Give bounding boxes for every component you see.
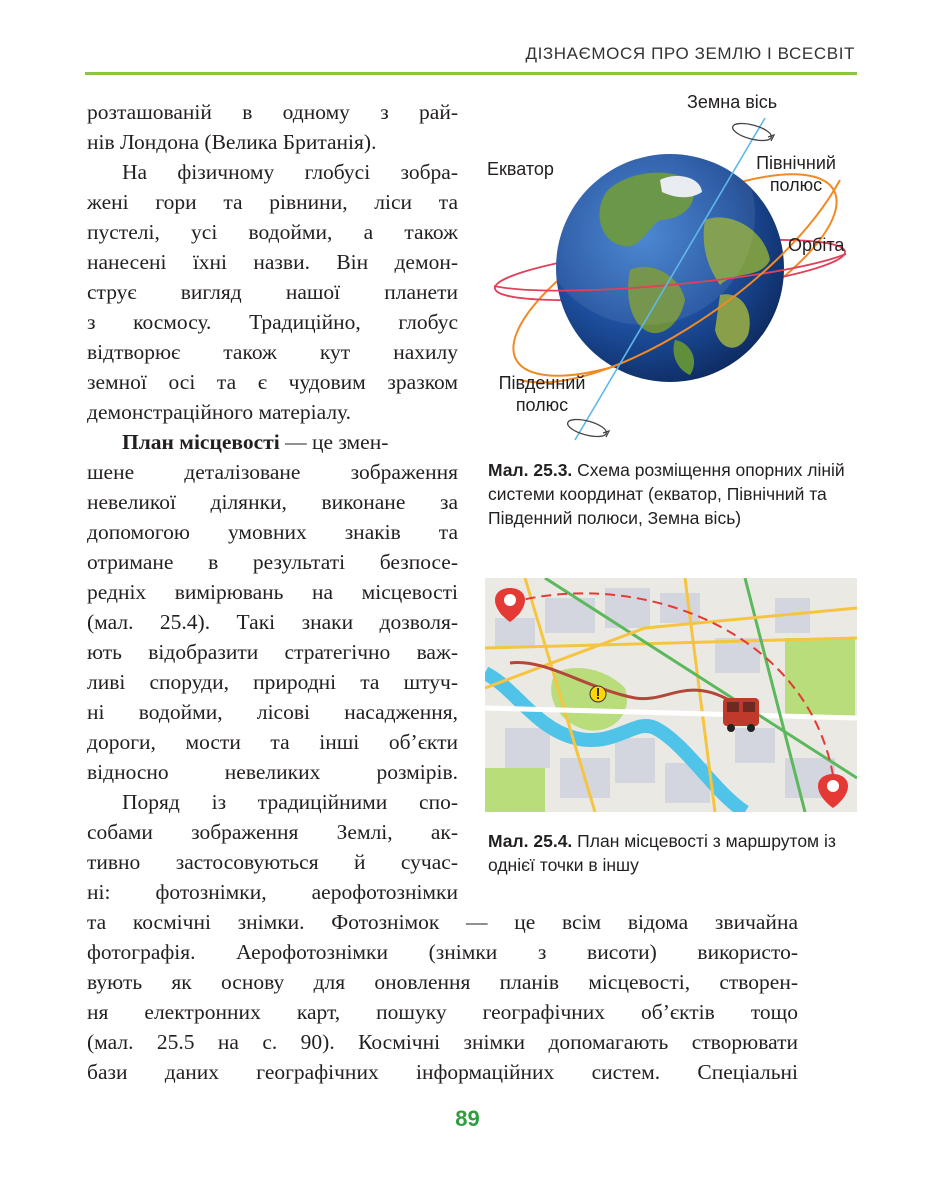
body-line: ють відобразити стратегічно важ- xyxy=(87,640,458,664)
body-line: з космосу. Традиційно, глобус xyxy=(87,310,458,334)
label-equator: Екватор xyxy=(487,159,554,179)
body-line: ня електронних карт, пошуку географічних об’єктів тощо xyxy=(87,1000,798,1024)
map-figure xyxy=(485,578,857,812)
label-earth-axis: Земна вісь xyxy=(687,92,778,112)
body-line: земної осі та є чудовим зразком xyxy=(87,370,458,394)
body-line: собами зображення Землі, ак- xyxy=(87,820,458,844)
body-line: (мал. 25.4). Такі знаки дозволя- xyxy=(87,610,458,634)
body-line: ні: фотознімки, аерофотознімки xyxy=(87,880,458,904)
body-line: Поряд із традиційними спо- xyxy=(122,790,458,814)
body-line: ливі споруди, природні та штуч- xyxy=(87,670,458,694)
body-line: дороги, мости та інші об’єкти xyxy=(87,730,458,754)
body-line: демонстраційного матеріалу. xyxy=(87,400,352,424)
caption-number: Мал. 25.4. xyxy=(488,831,573,851)
body-line: струє вигляд нашої планети xyxy=(87,280,458,304)
body-line: невеликої ділянки, виконане за xyxy=(87,490,458,514)
body-line: відносно невеликих розмірів. xyxy=(87,760,458,784)
body-line: нів Лондона (Велика Британія). xyxy=(87,130,377,154)
caption-number: Мал. 25.3. xyxy=(488,460,573,480)
label-south-pole: Південний полюс xyxy=(498,373,586,415)
body-line: редніх вимірювань на місцевості xyxy=(87,580,458,604)
body-line: (мал. 25.5 на с. 90). Космічні знімки допомагають створювати xyxy=(87,1030,798,1054)
caption-text: План місцевості з маршрутом із однієї точки в іншу xyxy=(488,831,836,875)
body-line: тивно застосовуються й сучас- xyxy=(87,850,458,874)
body-line: На фізичному глобусі зобра- xyxy=(122,160,458,184)
body-line: фотографія. Аерофотознімки (знімки з висоти) використо- xyxy=(87,940,798,964)
body-line: План місцевості — це змен- xyxy=(122,430,389,454)
page-number: 89 xyxy=(455,1106,480,1131)
body-line: нанесені їхні назви. Він демон- xyxy=(87,250,458,274)
body-line: вують як основу для оновлення планів місцевості, створен- xyxy=(87,970,798,994)
term-plan: План місцевості xyxy=(122,430,280,454)
body-line: відтворює також кут нахилу xyxy=(87,340,458,364)
caption-figure-25-4 xyxy=(488,829,858,877)
caption-text: Схема розміщення опорних ліній системи координат (екватор, Північний та Південний полюси, Земна вісь) xyxy=(488,460,845,528)
body-line: отримане в результаті безпосе- xyxy=(87,550,458,574)
body-line: жені гори та рівнини, ліси та xyxy=(87,190,458,214)
label-orbit: Орбіта xyxy=(788,235,845,255)
body-line: шене деталізоване зображення xyxy=(87,460,458,484)
running-header: ДІЗНАЄМОСЯ ПРО ЗЕМЛЮ І ВСЕСВІТ xyxy=(525,44,855,63)
header-rule xyxy=(85,72,857,75)
body-line: розташованій в одному з рай- xyxy=(87,100,458,124)
caption-figure-25-3 xyxy=(488,458,858,530)
body-line: та космічні знімки. Фотознімок — це всім відома звичайна xyxy=(87,910,798,934)
body-line: допомогою умовних знаків та xyxy=(87,520,458,544)
label-north-pole: Північний полюс xyxy=(756,153,836,195)
body-line: бази даних географічних інформаційних систем. Спеціальні xyxy=(87,1060,798,1084)
body-line: ні водойми, лісові насадження, xyxy=(87,700,458,724)
body-line: пустелі, усі водойми, а також xyxy=(87,220,458,244)
